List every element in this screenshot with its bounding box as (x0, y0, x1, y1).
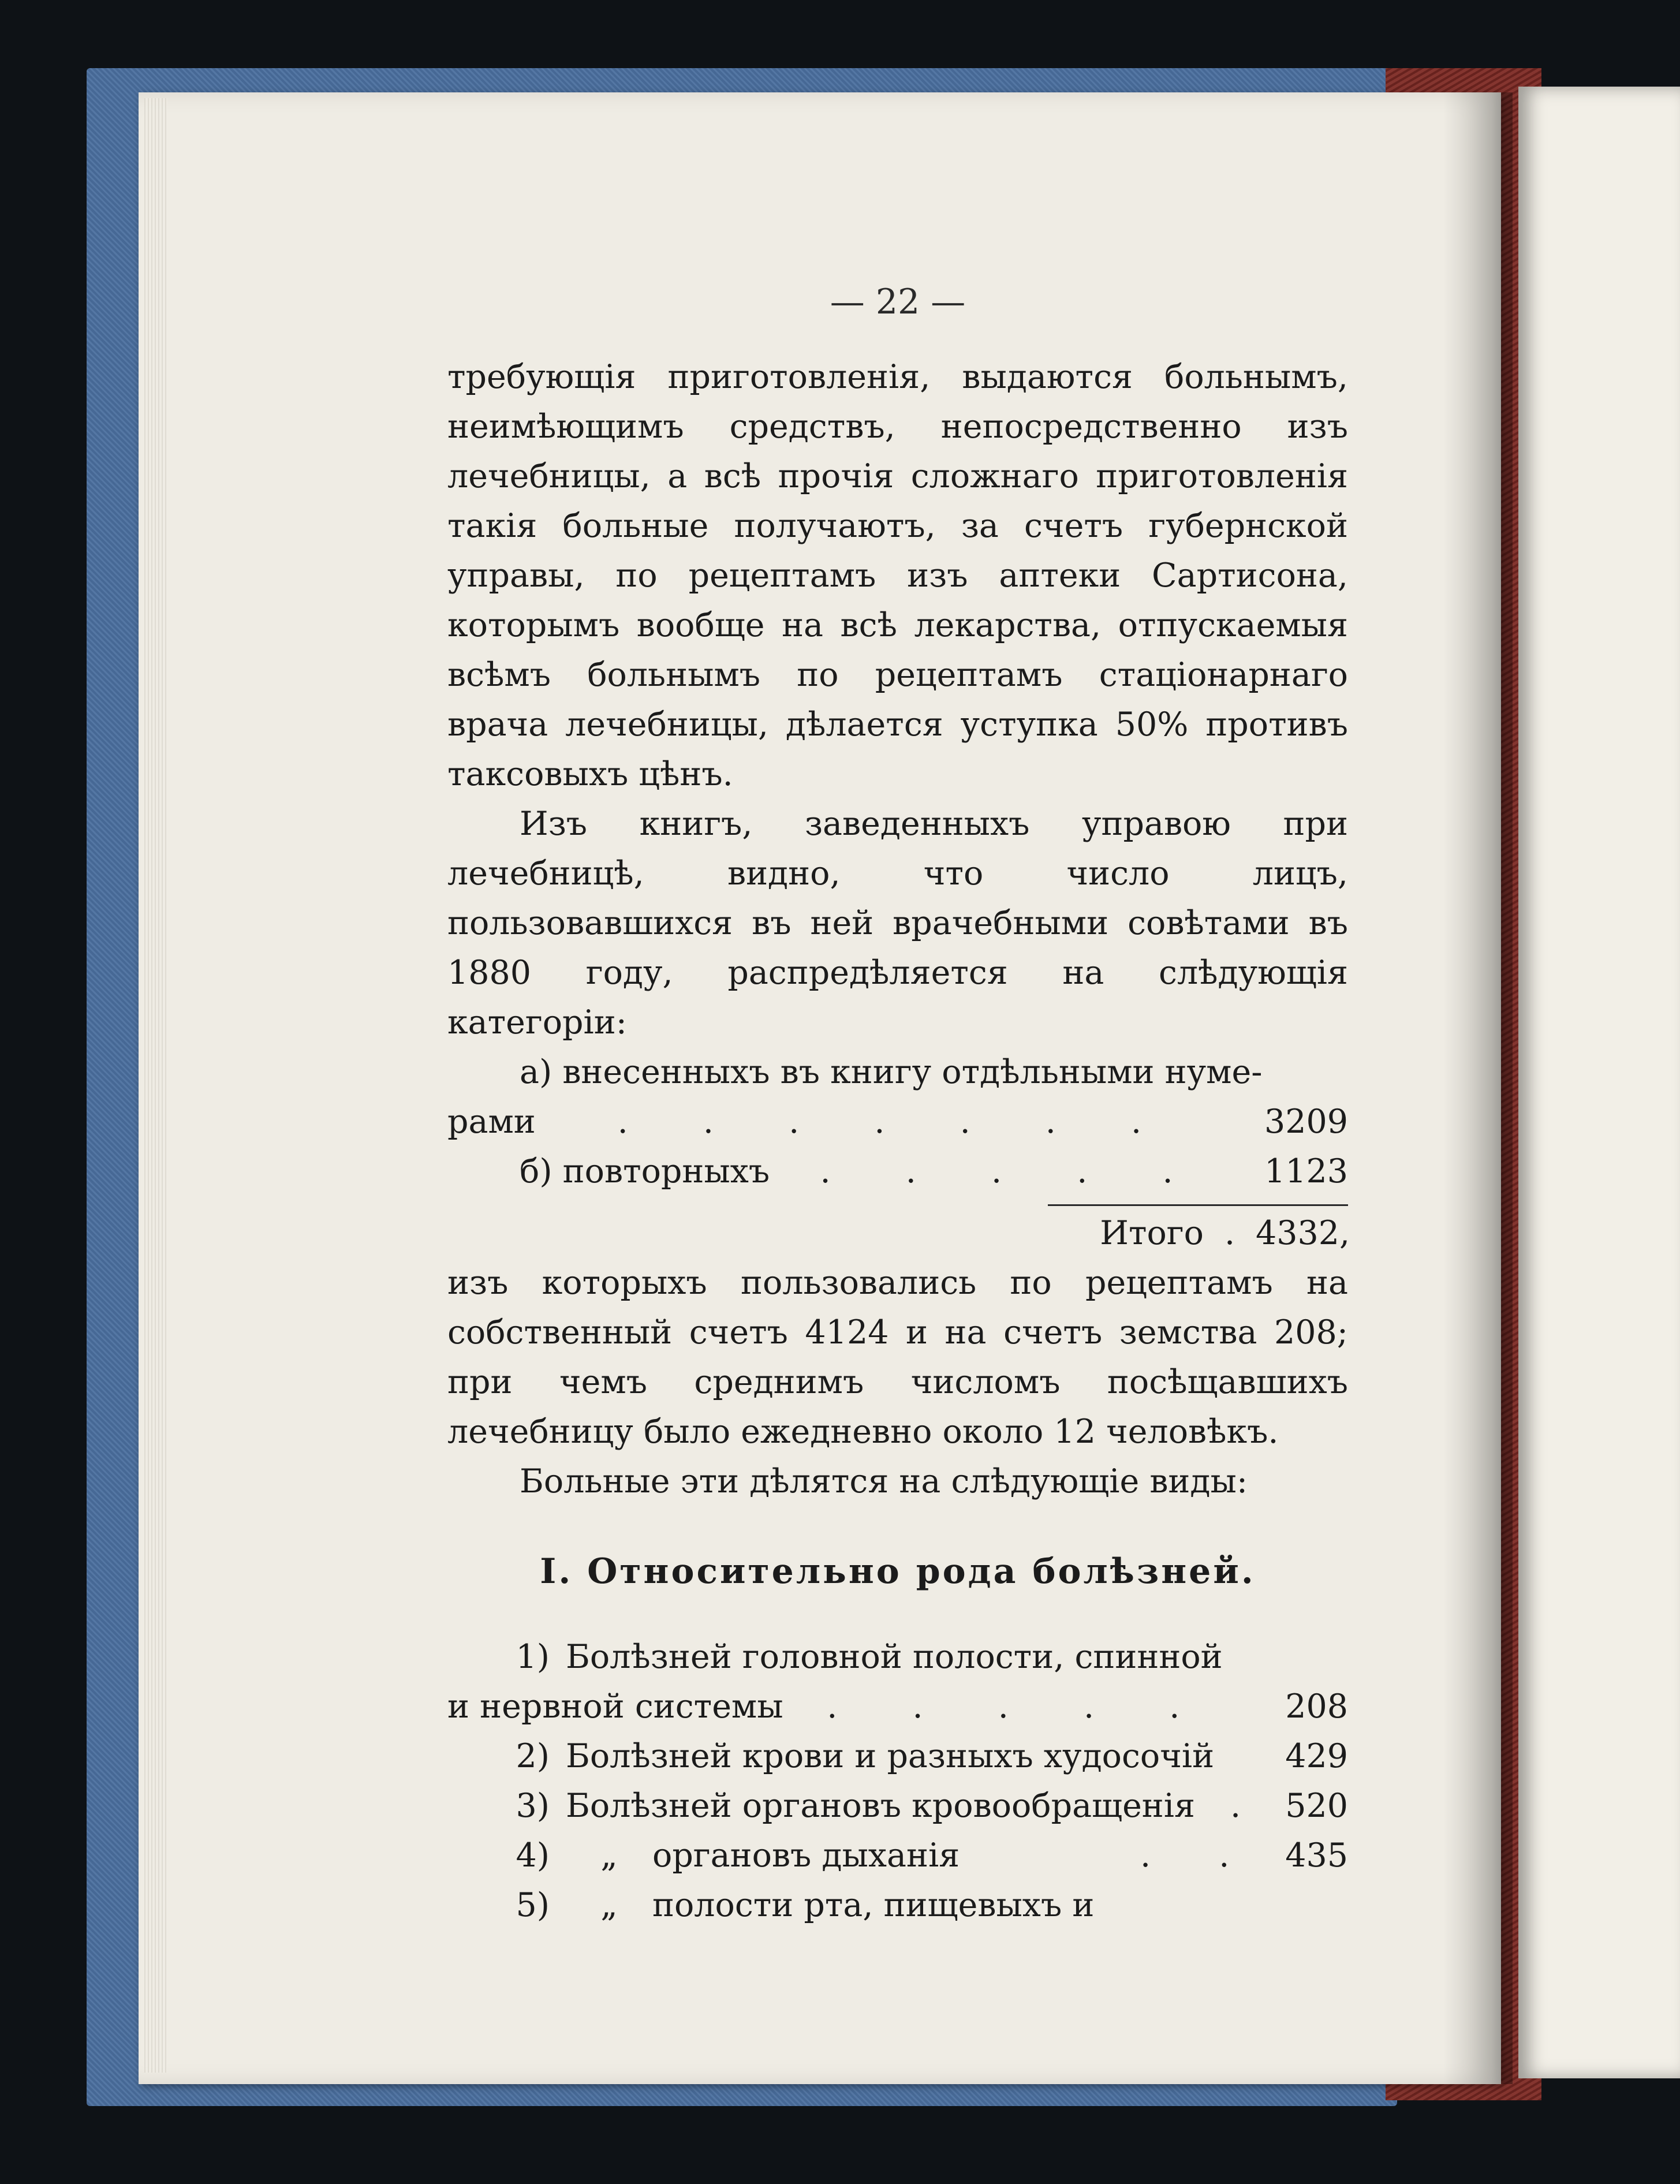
category-a-line2: рами (447, 1103, 536, 1141)
list-item-value: 429 (1285, 1737, 1348, 1775)
list-item-label: 4) (516, 1836, 550, 1875)
next-page-edge (1518, 87, 1680, 2078)
category-a-value: 3209 (1264, 1103, 1348, 1141)
category-a-row (447, 1097, 1348, 1147)
category-b-label: б) повторныхъ (520, 1152, 770, 1190)
paragraph-3: изъ которыхъ пользовались по рецептамъ на собственный счетъ 4124 и на счетъ земства 208; при чемъ среднимъ числомъ посѣщавшихъ лечебницу было ежедневно около 12 человѣкъ. (447, 1264, 1348, 1451)
list-item-label: 2) (516, 1737, 550, 1775)
list-item-label: 3) (516, 1787, 550, 1825)
total-dot: . (1224, 1214, 1235, 1252)
list-item-1 (447, 1632, 1348, 1682)
list-item-dots: . . . . . (827, 1688, 1212, 1726)
list-item-text: Болѣзней крови и разныхъ худосочій (566, 1737, 1215, 1775)
list-item-value: 208 (1285, 1688, 1348, 1726)
category-b-value: 1123 (1264, 1152, 1348, 1190)
list-item-label: 5) (516, 1886, 550, 1924)
ditto-mark: „ (600, 1886, 618, 1924)
list-item-value: 435 (1285, 1836, 1348, 1875)
category-b-dots: . . . . . (820, 1152, 1205, 1190)
page-text (447, 277, 1348, 1930)
total-row (447, 1208, 1348, 1258)
list-item-text: органовъ дыханія (652, 1836, 960, 1875)
ditto-mark: „ (600, 1836, 618, 1875)
category-b-row (447, 1147, 1348, 1196)
page-edges (144, 98, 167, 2073)
list-item-text: полости рта, пищевыхъ и (652, 1886, 1095, 1924)
total-value: 4332, (1256, 1214, 1350, 1252)
list-item-value: 520 (1285, 1787, 1348, 1825)
paragraph-2: Изъ книгъ, заведенныхъ управою при лечебницѣ, видно, что число лицъ, пользовавшихся въ ней врачебными совѣтами въ 1880 году, распредѣляется на слѣдующія категоріи: (447, 805, 1348, 1041)
list-item-text: Болѣзней головной полости, спинной (566, 1638, 1223, 1676)
section-heading: I. Относительно рода болѣзней. (540, 1551, 1256, 1592)
list-item-dots: . (1230, 1787, 1241, 1825)
paragraph-1: требующія приготовленія, выдаются больнымъ, неимѣющимъ средствъ, непосредственно изъ лечебницы, а всѣ прочія сложнаго приготовленія такія больные получаютъ, за счетъ губернской управы, по рецептамъ изъ аптеки Сартисона, которымъ вообще на всѣ лекарства, отпускаемыя всѣмъ больнымъ по рецептамъ стаціонарнаго врача лечебницы, дѣлается уступка 50% противъ таксовыхъ цѣнъ. (447, 358, 1348, 793)
page-gutter-shadow (1443, 92, 1513, 2084)
category-a-line1: а) внесенныхъ въ книгу отдѣльными нуме- (520, 1053, 1263, 1091)
total-label: Итого (1100, 1214, 1204, 1252)
list-item-label: 1) (516, 1638, 550, 1676)
list-item-4 (447, 1831, 1348, 1880)
category-a-dots: . . . . . . . (617, 1103, 1174, 1141)
list-item-1-continuation (447, 1682, 1348, 1731)
list-item-text: Болѣзней органовъ кровообращенія (566, 1787, 1195, 1825)
list-item-text: и нервной системы (447, 1688, 783, 1726)
list-item-5 (447, 1880, 1348, 1930)
list-item-2 (447, 1731, 1348, 1781)
page-number: — 22 — (830, 282, 966, 322)
list-item-dots: . . (1140, 1836, 1259, 1875)
total-rule (1048, 1204, 1348, 1206)
paragraph-4: Больные эти дѣлятся на слѣдующіе виды: (520, 1462, 1248, 1500)
list-item-3 (447, 1781, 1348, 1831)
